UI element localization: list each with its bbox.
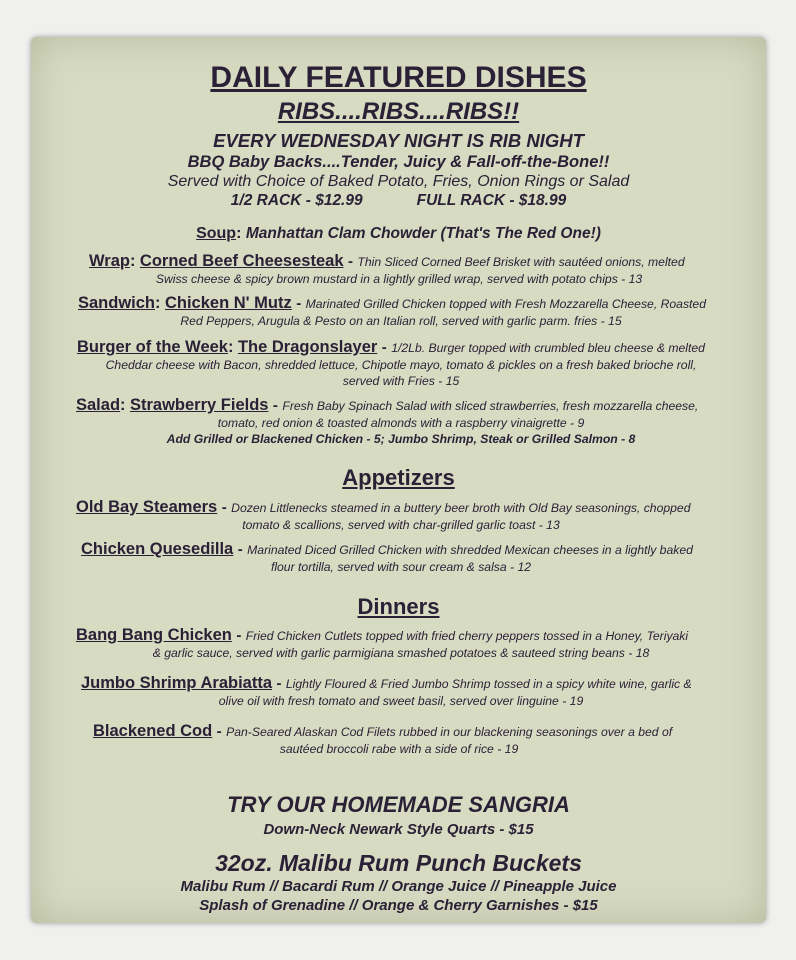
- appetizer-name: Chicken Quesedilla: [81, 540, 234, 558]
- menu-sheet: [31, 37, 766, 923]
- featured-description: Red Peppers, Arugula & Pesto on an Italian roll, served with garlic parm. fries - 15: [180, 314, 622, 328]
- dinner-description: & garlic sauce, served with garlic parmigiana smashed potatoes & sauteed string beans - 18: [152, 646, 650, 660]
- page-title: DAILY FEATURED DISHES: [210, 61, 587, 94]
- bbq-tagline: BBQ Baby Backs....Tender, Juicy & Fall-off-the-Bone!!: [187, 153, 610, 171]
- salad-add-ons: Add Grilled or Blackened Chicken - 5; Jumbo Shrimp, Steak or Grilled Salmon - 8: [166, 432, 636, 446]
- soup-line: Soup: Manhattan Clam Chowder (That's The Red One!): [196, 225, 601, 242]
- rack-prices: [31, 192, 766, 210]
- dinner-item: Blackened Cod - Pan-Seared Alaskan Cod Filets rubbed in our blackening seasonings over a bed of sautéed broccoli rabe with a side of rice - 19: [93, 722, 705, 757]
- featured-sandwich: Sandwich: Chicken N' Mutz - Marinated Grilled Chicken topped with Fresh Mozzarella Cheese, Roasted Red Peppers, Arugula & Pesto on an Italian roll, served with garlic parm. fries - 15: [78, 294, 724, 329]
- rib-night-heading: EVERY WEDNESDAY NIGHT IS RIB NIGHT: [213, 130, 584, 151]
- dinner-description: olive oil with fresh tomato and sweet basil, served over linguine - 19: [218, 694, 584, 708]
- dinner-description: Lightly Floured & Fried Jumbo Shrimp tossed in a spicy white wine, garlic &: [285, 677, 692, 691]
- featured-category: Burger of the Week: [77, 338, 228, 356]
- featured-item-name: Chicken N' Mutz: [164, 294, 292, 312]
- appetizers-heading: Appetizers: [342, 465, 455, 490]
- dinner-description: Pan-Seared Alaskan Cod Filets rubbed in our blackening seasonings over a bed of: [226, 725, 673, 739]
- featured-description: Cheddar cheese with Bacon, shredded lettuce, Chipotle mayo, tomato & pickles on a fresh baked brioche roll,: [105, 358, 697, 372]
- featured-description: Thin Sliced Corned Beef Brisket with sautéed onions, melted: [357, 255, 685, 269]
- soup-text: Manhattan Clam Chowder (That's The Red One!): [245, 225, 601, 242]
- featured-item-name: Corned Beef Cheesesteak: [139, 252, 344, 270]
- punch-garnishes: Splash of Grenadine // Orange & Cherry Garnishes - $15: [199, 897, 598, 914]
- featured-description: served with Fries - 15: [342, 374, 460, 388]
- ribs-subtitle: RIBS....RIBS....RIBS!!: [277, 98, 520, 125]
- appetizer-description: Dozen Littlenecks steamed in a buttery beer broth with Old Bay seasonings, chopped: [231, 501, 691, 515]
- featured-description: Fresh Baby Spinach Salad with sliced strawberries, fresh mozzarella cheese,: [282, 399, 699, 413]
- dinner-name: Jumbo Shrimp Arabiatta: [81, 674, 272, 692]
- dinner-description: Fried Chicken Cutlets topped with fried cherry peppers tossed in a Honey, Teriyaki: [245, 629, 689, 643]
- featured-category: Sandwich: [78, 294, 156, 312]
- appetizer-name: Old Bay Steamers: [76, 498, 218, 516]
- featured-item-name: Strawberry Fields: [129, 396, 269, 414]
- dinner-item: Bang Bang Chicken - Fried Chicken Cutlets topped with fried cherry peppers tossed in a Honey, Teriyaki & garlic sauce, served with garlic parmigiana smashed potatoes & sauteed string beans - 18: [76, 626, 726, 661]
- featured-description: Swiss cheese & spicy brown mustard in a lightly grilled wrap, served with potato chips - 13: [155, 272, 643, 286]
- dinners-heading: Dinners: [357, 594, 440, 619]
- dinner-name: Bang Bang Chicken: [76, 626, 232, 644]
- featured-description: Marinated Grilled Chicken topped with Fresh Mozzarella Cheese, Roasted: [305, 297, 706, 311]
- punch-ingredients: Malibu Rum // Bacardi Rum // Orange Juice // Pineapple Juice: [180, 878, 617, 895]
- featured-category: Wrap: [89, 252, 130, 270]
- featured-description: 1/2Lb. Burger topped with crumbled bleu cheese & melted: [391, 341, 705, 355]
- dinner-description: sautéed broccoli rabe with a side of rice - 19: [279, 742, 519, 756]
- appetizer-description: flour tortilla, served with sour cream & salsa - 12: [270, 560, 532, 574]
- sangria-subtitle: Down-Neck Newark Style Quarts - $15: [263, 821, 534, 838]
- served-with-text: Served with Choice of Baked Potato, Fries, Onion Rings or Salad: [167, 173, 630, 190]
- dinner-name: Blackened Cod: [93, 722, 213, 740]
- appetizer-description: tomato & scallions, served with char-grilled garlic toast - 13: [242, 518, 560, 532]
- sangria-title: TRY OUR HOMEMADE SANGRIA: [227, 792, 570, 817]
- punch-title: 32oz. Malibu Rum Punch Buckets: [215, 850, 582, 876]
- appetizer-item: Old Bay Steamers - Dozen Littlenecks steamed in a buttery beer broth with Old Bay seasonings, chopped tomato & scallions, served with char-grilled garlic toast - 13: [76, 498, 726, 533]
- half-rack-price: 1/2 RACK - $12.99: [230, 192, 363, 209]
- appetizer-item: Chicken Quesedilla - Marinated Diced Grilled Chicken with shredded Mexican cheeses in a lightly baked flour tortilla, served with sour cream & salsa - 12: [81, 540, 721, 575]
- featured-salad: Salad: Strawberry Fields - Fresh Baby Spinach Salad with sliced strawberries, fresh mozzarella cheese, tomato, red onion & toasted almonds with a raspberry vinaigrette - 9 Add Grilled or Blackened Chicken - 5; Jumbo Shrimp, Steak or Grilled Salmon - 8: [76, 396, 726, 447]
- soup-label: Soup: [196, 225, 237, 242]
- featured-description: tomato, red onion & toasted almonds with a raspberry vinaigrette - 9: [217, 416, 585, 430]
- featured-burger: Burger of the Week: The Dragonslayer - 1/2Lb. Burger topped with crumbled bleu cheese & melted Cheddar cheese with Bacon, shredded lettuce, Chipotle mayo, tomato & pickles on a fresh baked brioche roll, served with Fries - 15: [77, 338, 725, 389]
- full-rack-price: FULL RACK - $18.99: [416, 192, 567, 209]
- featured-category: Salad: [76, 396, 121, 414]
- appetizer-description: Marinated Diced Grilled Chicken with shredded Mexican cheeses in a lightly baked: [247, 543, 693, 557]
- dinner-item: Jumbo Shrimp Arabiatta - Lightly Floured & Fried Jumbo Shrimp tossed in a spicy white wine, garlic & olive oil with fresh tomato and sweet basil, served over linguine - 19: [81, 674, 721, 709]
- featured-wrap: Wrap: Corned Beef Cheesesteak - Thin Sliced Corned Beef Brisket with sautéed onions, melted Swiss cheese & spicy brown mustard in a lightly grilled wrap, served with potato chips - 13: [89, 252, 709, 287]
- featured-item-name: The Dragonslayer: [237, 338, 378, 356]
